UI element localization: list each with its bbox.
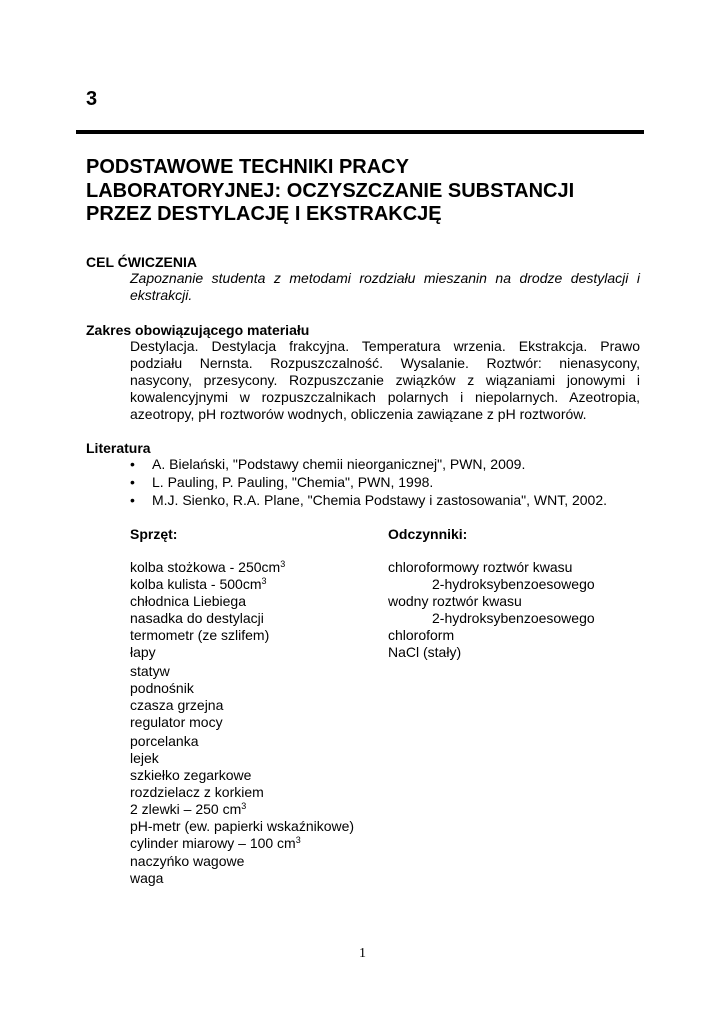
equipment-item — [130, 593, 246, 609]
equipment-item — [130, 818, 354, 834]
superscript: 3 — [241, 801, 247, 811]
equipment-item — [130, 870, 163, 886]
equipment-item — [130, 853, 244, 869]
equipment-item-text: cylinder miarowy – 100 cm — [130, 835, 296, 851]
equipment-item-text: kolba stożkowa - 250cm — [130, 559, 281, 575]
equipment-item-text: waga — [130, 870, 164, 886]
goal-line: ekstrakcji. — [130, 287, 193, 303]
scope-line: podziału Nernsta. Rozpuszczalność. Wysalanie. Roztwór: nienasycony, — [130, 355, 640, 371]
equipment-heading: Sprzęt: — [130, 526, 178, 542]
goal-text — [130, 270, 640, 304]
equipment-item-text: łapy — [130, 644, 156, 660]
chapter-number: 3 — [86, 88, 98, 110]
scope-line: nasycony, przesycony. Rozpuszczanie związków z wiązaniami jonowymi i — [130, 372, 640, 388]
equipment-item — [130, 733, 199, 749]
equipment-item-text: statyw — [130, 663, 170, 679]
equipment-item — [130, 610, 264, 626]
equipment-item-text: kolba kulista - 500cm — [130, 576, 262, 592]
chapter-title-line: PRZEZ DESTYLACJĘ I EKSTRAKCJĘ — [86, 203, 442, 225]
equipment-item — [130, 801, 246, 817]
equipment-item — [130, 767, 251, 783]
chapter-title-line: PODSTAWOWE TECHNIKI PRACY — [86, 156, 409, 178]
reagent-line: 2-hydroksybenzoesowego — [432, 610, 595, 626]
equipment-item — [130, 559, 285, 575]
superscript: 3 — [261, 576, 267, 586]
reagent-line: NaCl (stały) — [388, 644, 462, 660]
equipment-item-text: pH-metr (ew. papierki wskaźnikowe) — [130, 818, 355, 834]
chapter-divider — [76, 130, 644, 134]
equipment-item — [130, 714, 223, 730]
equipment-item — [130, 750, 159, 766]
reagent-line: chloroform — [388, 627, 455, 643]
equipment-item-text: termometr (ze szlifem) — [130, 627, 270, 643]
equipment-item-text: 2 zlewki – 250 cm — [130, 801, 242, 817]
reagent-line: chloroformowy roztwór kwasu — [388, 559, 573, 575]
chapter-title-line: LABORATORYJNEJ: OCZYSZCZANIE SUBSTANCJI — [86, 179, 575, 202]
reagent-line: 2-hydroksybenzoesowego — [432, 576, 595, 592]
equipment-item-text: lejek — [130, 750, 159, 766]
goal-line: Zapoznanie studenta z metodami rozdziału mieszanin na drodze destylacji i — [130, 270, 640, 286]
scope-line: Destylacja. Destylacja frakcyjna. Temperatura wrzenia. Ekstrakcja. Prawo — [130, 338, 640, 354]
literature-item: A. Bielański, "Podstawy chemii nieorganicznej", PWN, 2009. — [152, 456, 526, 472]
equipment-item — [130, 627, 269, 643]
equipment-item — [130, 680, 194, 696]
equipment-item — [130, 576, 267, 592]
reagent-line: wodny roztwór kwasu — [388, 593, 522, 609]
equipment-item — [130, 663, 170, 679]
equipment-item — [130, 644, 156, 660]
equipment-item-text: szkiełko zegarkowe — [130, 767, 252, 783]
bullet-icon: • — [130, 492, 135, 508]
superscript: 3 — [280, 559, 286, 569]
equipment-item-text: nasadka do destylacji — [130, 610, 264, 626]
page-number: 1 — [359, 946, 366, 961]
equipment-item-text: czasza grzejna — [130, 697, 224, 713]
scope-line: kowalencyjnymi w rozpuszczalnikach polarnych i niepolarnych. Azeotropia, — [130, 389, 640, 405]
literature-item: M.J. Sienko, R.A. Plane, "Chemia Podstawy i zastosowania", WNT, 2002. — [152, 492, 608, 508]
goal-heading: CEL ĆWICZENIA — [86, 254, 197, 270]
literature-item: L. Pauling, P. Pauling, "Chemia", PWN, 1998. — [152, 474, 434, 490]
scope-heading: Zakres obowiązującego materiału — [86, 322, 310, 338]
equipment-item-text: regulator mocy — [130, 714, 223, 730]
scope-line: azeotropy, pH roztworów wodnych, obliczenia zawiązane z pH roztworów. — [130, 406, 587, 422]
equipment-item-text: rozdzielacz z korkiem — [130, 784, 264, 800]
equipment-item — [130, 697, 223, 713]
equipment-item-text: podnośnik — [130, 680, 194, 696]
bullet-icon: • — [130, 474, 135, 490]
literature-heading: Literatura — [86, 440, 151, 456]
reagents-heading: Odczynniki: — [388, 526, 468, 542]
scope-text — [130, 338, 640, 423]
superscript: 3 — [295, 835, 301, 845]
equipment-item — [130, 784, 264, 800]
equipment-item-text: chłodnica Liebiega — [130, 593, 246, 609]
bullet-icon: • — [130, 456, 135, 472]
equipment-item-text: naczyńko wagowe — [130, 853, 245, 869]
equipment-item — [130, 835, 301, 851]
equipment-item-text: porcelanka — [130, 733, 199, 749]
chapter-title — [86, 156, 646, 227]
